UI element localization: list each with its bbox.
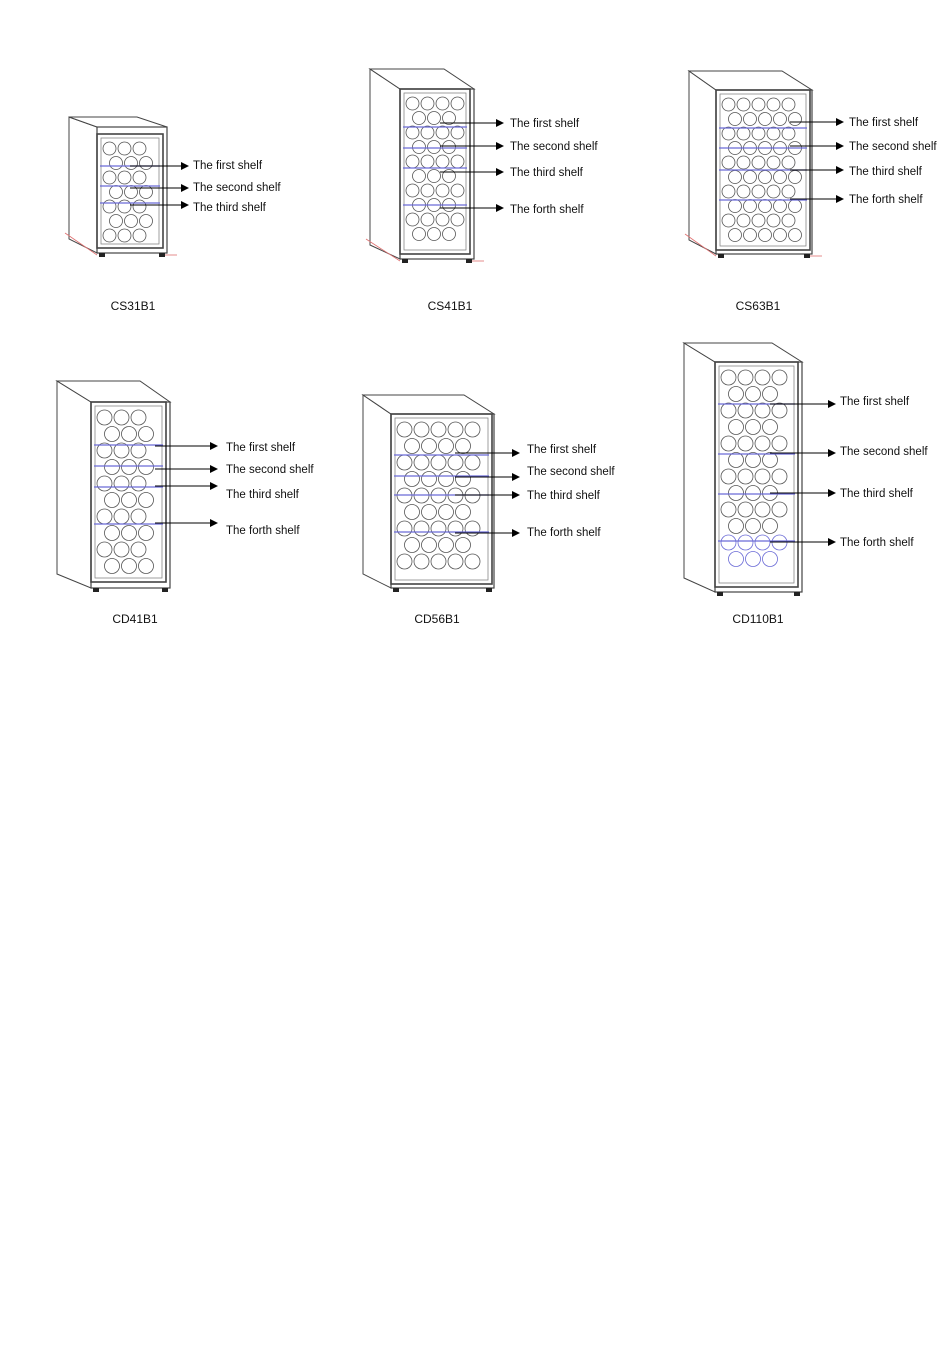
bottle xyxy=(722,156,735,169)
bottle xyxy=(744,200,757,213)
bottle xyxy=(422,505,437,520)
bottle xyxy=(422,538,437,553)
bottle xyxy=(406,126,419,139)
bottle xyxy=(406,213,419,226)
fridge-diagram-cd41b1 xyxy=(57,381,314,626)
bottle xyxy=(737,214,750,227)
bottle xyxy=(103,200,116,213)
bottle xyxy=(397,521,412,536)
bottle xyxy=(729,387,744,402)
bottle xyxy=(443,141,456,154)
foot-left xyxy=(393,588,399,592)
bottle xyxy=(772,403,787,418)
bottle xyxy=(722,127,735,140)
cabinet-side xyxy=(363,395,391,588)
bottle xyxy=(110,186,123,199)
cabinet-side xyxy=(689,71,716,254)
bottle xyxy=(139,427,154,442)
bottle xyxy=(729,519,744,534)
bottle xyxy=(456,439,471,454)
bottle xyxy=(738,436,753,451)
bottle xyxy=(752,127,765,140)
bottle xyxy=(405,439,420,454)
bottle xyxy=(763,420,778,435)
bottle xyxy=(105,559,120,574)
shelf-label: The second shelf xyxy=(849,141,937,153)
bottle xyxy=(436,97,449,110)
bottle xyxy=(738,403,753,418)
bottle xyxy=(755,502,770,517)
bottle xyxy=(774,171,787,184)
bottle xyxy=(405,472,420,487)
bottle xyxy=(738,535,753,550)
bottle xyxy=(789,171,802,184)
shelf-label: The forth shelf xyxy=(226,525,300,537)
bottle xyxy=(729,200,742,213)
bottle xyxy=(782,98,795,111)
fridge-diagram-cs41b1 xyxy=(366,69,598,313)
bottle xyxy=(451,97,464,110)
bottle xyxy=(729,229,742,242)
bottle xyxy=(397,455,412,470)
bottle xyxy=(465,455,480,470)
bottle xyxy=(133,171,146,184)
bottle xyxy=(767,98,780,111)
shelf-label: The first shelf xyxy=(193,160,263,172)
shelf-label: The first shelf xyxy=(226,442,296,454)
bottle xyxy=(428,141,441,154)
bottle xyxy=(763,453,778,468)
bottle xyxy=(397,422,412,437)
bottle xyxy=(422,439,437,454)
bottle xyxy=(774,229,787,242)
bottle xyxy=(729,171,742,184)
bottle xyxy=(729,453,744,468)
bottle xyxy=(752,156,765,169)
foot-left xyxy=(99,253,105,257)
bottle xyxy=(133,200,146,213)
bottle xyxy=(97,509,112,524)
bottle xyxy=(110,157,123,170)
model-label: CS63B1 xyxy=(735,299,781,313)
bottle xyxy=(729,420,744,435)
bottle xyxy=(451,126,464,139)
model-label: CS31B1 xyxy=(110,299,156,313)
fridge-diagram-cd56b1 xyxy=(363,395,615,626)
bottle xyxy=(448,455,463,470)
shelf-label: The third shelf xyxy=(527,490,600,502)
bottle xyxy=(759,200,772,213)
bottle xyxy=(789,113,802,126)
bottle xyxy=(114,410,129,425)
shelf-label: The forth shelf xyxy=(510,204,584,216)
bottle xyxy=(118,142,131,155)
bottle xyxy=(140,186,153,199)
bottle xyxy=(436,126,449,139)
bottle xyxy=(448,521,463,536)
bottle xyxy=(405,505,420,520)
bottle xyxy=(755,403,770,418)
bottle xyxy=(752,98,765,111)
bottle xyxy=(103,142,116,155)
bottle xyxy=(103,171,116,184)
bottle xyxy=(451,213,464,226)
shelf-label: The first shelf xyxy=(849,117,919,129)
bottle xyxy=(428,228,441,241)
bottle xyxy=(428,170,441,183)
bottle xyxy=(722,98,735,111)
model-label: CD56B1 xyxy=(414,612,460,626)
bottle xyxy=(759,229,772,242)
bottle xyxy=(755,436,770,451)
foot-right xyxy=(804,254,810,258)
bottle xyxy=(413,141,426,154)
bottle xyxy=(729,486,744,501)
bottle xyxy=(774,200,787,213)
bottle xyxy=(436,155,449,168)
shelf-label: The first shelf xyxy=(840,396,910,408)
bottle xyxy=(439,505,454,520)
foot-left xyxy=(402,259,408,263)
bottle xyxy=(772,469,787,484)
bottle xyxy=(448,554,463,569)
bottle xyxy=(413,170,426,183)
bottle xyxy=(140,215,153,228)
bottle xyxy=(439,472,454,487)
bottle xyxy=(782,156,795,169)
bottle xyxy=(729,552,744,567)
bottle xyxy=(456,505,471,520)
foot-right xyxy=(466,259,472,263)
bottle xyxy=(759,171,772,184)
bottle xyxy=(140,157,153,170)
bottle xyxy=(114,509,129,524)
bottle xyxy=(738,469,753,484)
bottle xyxy=(746,486,761,501)
bottle xyxy=(744,171,757,184)
bottle xyxy=(767,214,780,227)
bottle xyxy=(397,554,412,569)
shelf-label: The third shelf xyxy=(226,489,299,501)
bottle xyxy=(443,228,456,241)
bottle xyxy=(125,215,138,228)
bottle xyxy=(456,472,471,487)
bottle xyxy=(729,113,742,126)
bottle xyxy=(721,403,736,418)
bottle xyxy=(448,422,463,437)
bottle xyxy=(443,170,456,183)
bottle xyxy=(755,535,770,550)
bottle xyxy=(763,552,778,567)
bottle xyxy=(465,554,480,569)
foot-right xyxy=(159,253,165,257)
foot-right xyxy=(162,588,168,592)
bottle xyxy=(122,427,137,442)
bottle xyxy=(746,453,761,468)
shelf-label: The forth shelf xyxy=(527,527,601,539)
shelf-label: The forth shelf xyxy=(840,537,914,549)
bottle xyxy=(763,387,778,402)
foot-left xyxy=(717,592,723,596)
shelf-label: The third shelf xyxy=(840,488,913,500)
foot-left xyxy=(93,588,99,592)
bottle xyxy=(722,214,735,227)
bottle xyxy=(406,155,419,168)
bottle xyxy=(439,439,454,454)
bottle xyxy=(118,229,131,242)
bottle xyxy=(721,436,736,451)
cabinet-side xyxy=(370,69,400,259)
bottle xyxy=(406,97,419,110)
bottle xyxy=(122,460,137,475)
bottle xyxy=(759,113,772,126)
shelf-label: The second shelf xyxy=(510,141,598,153)
bottle xyxy=(114,476,129,491)
bottle xyxy=(465,521,480,536)
shelf-label: The first shelf xyxy=(510,118,580,130)
bottle xyxy=(413,228,426,241)
bottle xyxy=(118,171,131,184)
bottle xyxy=(131,410,146,425)
bottle xyxy=(763,519,778,534)
foot-right xyxy=(794,592,800,596)
fridge-diagram-cs63b1 xyxy=(685,71,937,313)
bottle xyxy=(738,502,753,517)
bottle xyxy=(421,97,434,110)
bottle xyxy=(421,184,434,197)
bottle xyxy=(782,185,795,198)
bottle xyxy=(414,422,429,437)
bottle xyxy=(721,535,736,550)
bottle xyxy=(767,156,780,169)
bottle xyxy=(755,370,770,385)
bottle xyxy=(405,538,420,553)
bottle xyxy=(746,387,761,402)
bottle xyxy=(737,185,750,198)
bottle xyxy=(431,422,446,437)
shelf-label: The first shelf xyxy=(527,444,597,456)
bottle xyxy=(772,436,787,451)
model-label: CS41B1 xyxy=(427,299,473,313)
foot-left xyxy=(718,254,724,258)
bottle xyxy=(456,538,471,553)
bottle xyxy=(721,370,736,385)
shelf-label: The second shelf xyxy=(193,182,281,194)
bottle xyxy=(436,184,449,197)
bottle xyxy=(139,493,154,508)
bottle xyxy=(105,493,120,508)
bottle xyxy=(421,155,434,168)
bottle xyxy=(738,370,753,385)
bottle xyxy=(752,214,765,227)
bottle xyxy=(737,156,750,169)
cabinet-side xyxy=(57,381,91,588)
bottle xyxy=(406,184,419,197)
bottle xyxy=(414,521,429,536)
bottle xyxy=(97,476,112,491)
model-label: CD110B1 xyxy=(732,612,784,626)
bottle xyxy=(97,410,112,425)
bottle xyxy=(110,215,123,228)
bottle xyxy=(105,427,120,442)
bottle xyxy=(421,213,434,226)
foot-right xyxy=(486,588,492,592)
cabinet-side xyxy=(69,117,97,253)
bottle xyxy=(439,538,454,553)
bottle xyxy=(767,127,780,140)
bottle xyxy=(97,542,112,557)
bottle xyxy=(737,127,750,140)
bottle xyxy=(782,127,795,140)
bottle xyxy=(413,112,426,125)
bottle xyxy=(721,502,736,517)
bottle xyxy=(131,509,146,524)
bottle xyxy=(436,213,449,226)
bottle xyxy=(752,185,765,198)
bottle xyxy=(139,559,154,574)
bottle xyxy=(118,200,131,213)
bottle xyxy=(122,526,137,541)
bottle xyxy=(133,229,146,242)
shelf-label: The second shelf xyxy=(527,466,615,478)
bottle xyxy=(131,542,146,557)
bottle xyxy=(737,98,750,111)
bottle xyxy=(746,552,761,567)
bottle xyxy=(431,554,446,569)
bottle xyxy=(772,502,787,517)
shelf-label: The second shelf xyxy=(226,464,314,476)
bottle xyxy=(746,519,761,534)
bottle xyxy=(431,521,446,536)
bottle xyxy=(122,559,137,574)
bottle xyxy=(451,155,464,168)
bottle xyxy=(431,455,446,470)
bottle xyxy=(428,112,441,125)
bottle xyxy=(122,493,137,508)
bottle xyxy=(782,214,795,227)
bottle xyxy=(772,370,787,385)
bottle xyxy=(755,469,770,484)
bottle xyxy=(746,420,761,435)
bottle xyxy=(789,229,802,242)
bottle xyxy=(721,469,736,484)
bottle xyxy=(139,460,154,475)
fridge-diagram-cd110b1 xyxy=(684,343,928,626)
bottle xyxy=(421,126,434,139)
bottle xyxy=(422,472,437,487)
shelf-label: The second shelf xyxy=(840,446,928,458)
bottle xyxy=(722,185,735,198)
bottle xyxy=(465,422,480,437)
bottle xyxy=(789,200,802,213)
fridge-diagram-cs31b1 xyxy=(65,117,281,313)
bottle xyxy=(103,229,116,242)
bottle xyxy=(114,542,129,557)
bottle xyxy=(744,113,757,126)
model-label: CD41B1 xyxy=(112,612,158,626)
bottle xyxy=(414,455,429,470)
bottle xyxy=(767,185,780,198)
bottle xyxy=(774,113,787,126)
bottle xyxy=(133,142,146,155)
bottle xyxy=(744,229,757,242)
bottle xyxy=(105,460,120,475)
bottle xyxy=(105,526,120,541)
bottle xyxy=(139,526,154,541)
bottle xyxy=(125,157,138,170)
bottle xyxy=(414,554,429,569)
shelf-label: The third shelf xyxy=(510,167,583,179)
shelf-label: The third shelf xyxy=(849,166,922,178)
bottle xyxy=(125,186,138,199)
shelf-label: The forth shelf xyxy=(849,194,923,206)
cabinet-side xyxy=(684,343,715,592)
bottle xyxy=(131,476,146,491)
bottle xyxy=(451,184,464,197)
shelf-label: The third shelf xyxy=(193,202,266,214)
